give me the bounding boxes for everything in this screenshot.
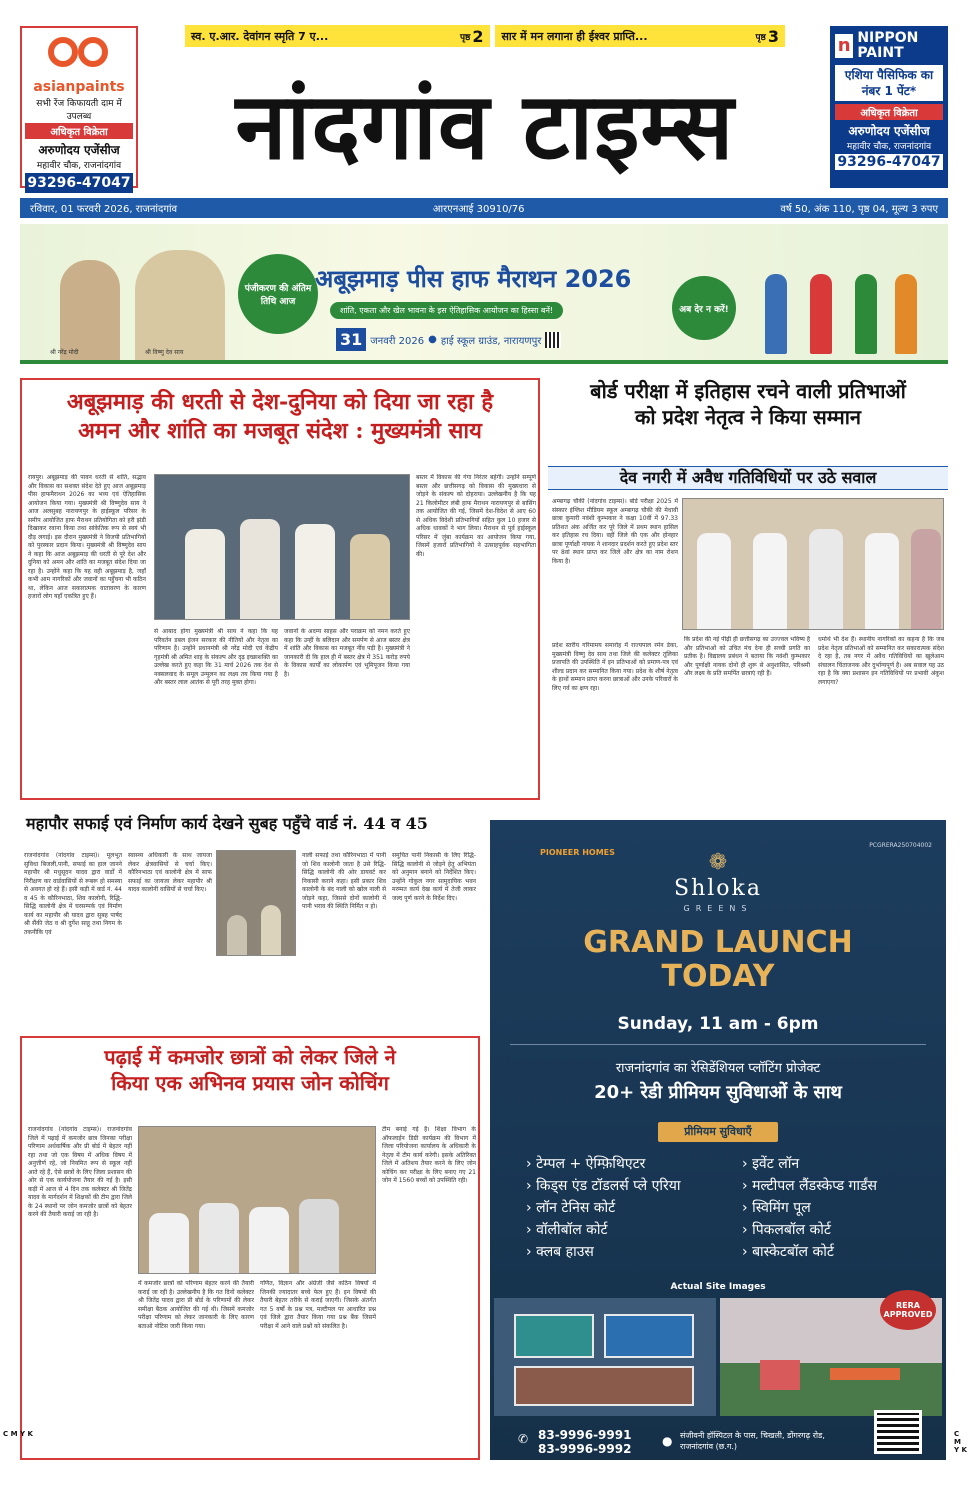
ad-address: महावीर चौक, राजनांदगांव <box>36 161 122 171</box>
nippon-logo-icon: n <box>835 34 853 58</box>
marathon-banner-ad[interactable] <box>20 224 948 364</box>
shloka-greens-ad[interactable] <box>490 820 946 1460</box>
story-zone-coaching <box>20 1036 480 1460</box>
story-2-subhead[interactable]: देव नगरी में अवैध गतिविधियों पर उठे सवाल <box>548 466 948 490</box>
caption-right: श्री विष्णु देव साय <box>145 349 184 356</box>
launch-line-1: GRAND LAUNCH <box>583 925 853 960</box>
banner-title: अबूझमाड़ पीस हाफ मैराथन 2026 <box>315 265 632 293</box>
phone-1[interactable]: 83-9996-9991 <box>538 1428 632 1442</box>
runner-3 <box>855 274 877 354</box>
story-cm-sai <box>20 378 540 800</box>
story-1-headline[interactable] <box>22 388 538 445</box>
divider <box>510 1044 926 1045</box>
brand-name: Shloka <box>674 876 762 901</box>
amenity-left-5: › क्लब हाउस <box>526 1244 594 1260</box>
amenity-label: स्विमिंग पूल <box>752 1200 811 1216</box>
teaser-2-page-label: पृष्ठ <box>755 32 766 43</box>
teaser-1-text: स्व. ए.आर. देवांगन स्मृति 7 ए... <box>191 29 329 43</box>
teaser-2[interactable] <box>495 25 785 47</box>
ad-phone: 93296-47047 <box>835 154 943 170</box>
story-1-col-2: बस्तर में विकास की गंगा निरंतर बहेगी। उन्होंने सम्पूर्ण बस्तर और छत्तीसगढ़ को विकास की मुख्यधारा से जोड़ने के संकल्प को दोहराया। उल्लेखनीय है कि यह 21 किलोमीटर लंबी हाफ मैराथन नारायणपुर से बासिंग तक आयोजित की गई, जिसमें देश-विदेश से आए 60 से अधिक विदेशी प्रतिभागियों सहित कुल 10 हजार से अधिक धावकों ने भाग लिया। मैराथन से पूर्व हाईस्कूल परिसर में जुंबा कार्यक्रम का आयोजन किया गया, जिसमें हजारों प्रतिभागियों ने उत्साहपूर्वक सहभागिता की। <box>416 474 536 558</box>
story-4-col-4: टीम बनाई गई है। शिक्षा विभाग के ऑफलाईन डिग्री कार्यक्रम की विभाग में जिला परियोजना कार्यालय के अधिकारी के नेतृत्व में टीम कार्य करेगी। इसके अतिरिक्त जिले में अतिशय तैयार करने के लिए जोन कोचिंग कर परीक्षा के लिए बनाए गए 21 जोन में 1560 बच्चों को उपस्थिति रही। <box>382 1126 476 1184</box>
amenity-right-5: › बास्केटबॉल कोर्ट <box>742 1244 834 1260</box>
brand-sub: GREENS <box>683 904 753 913</box>
site-images-label: Actual Site Images <box>670 1282 766 1292</box>
ad-dealer: अरुणोदय एजेंसीज <box>848 124 930 138</box>
launch-time: Sunday, 11 am - 6pm <box>617 1014 819 1034</box>
launch-headline <box>490 926 946 994</box>
teaser-2-text: सार में मन लगाना ही ईश्वर प्राप्ति... <box>501 29 648 43</box>
ad-tag: अधिकृत विक्रेता <box>835 104 943 120</box>
amenity-label: मल्टीपल लैंडस्केप्ड गार्डंस <box>752 1178 878 1194</box>
location-icon: ● <box>428 334 437 345</box>
leader-photo-1 <box>60 260 120 360</box>
ad-brand: NIPPON PAINT <box>857 30 919 61</box>
asianpaints-ad[interactable] <box>20 26 138 191</box>
teaser-1[interactable] <box>185 25 490 47</box>
phone-icon: ✆ <box>518 1432 529 1446</box>
story-3-headline[interactable]: महापौर सफाई एवं निर्माण कार्य देखने सुबह पहुँचे वार्ड नं. 44 व 45 <box>26 814 428 833</box>
story-1-headline-line-1: अबूझमाड़ की धरती से देश-दुनिया को दिया जा रहा है <box>66 389 494 415</box>
dateline-rni: आरएनआई 30910/76 <box>432 204 525 215</box>
ad-address: महावीर चौक, राजनांदगांव <box>846 142 932 152</box>
amenity-label: किड्स एंड टॉडलर्स प्ले एरिया <box>536 1178 681 1194</box>
highlight-line: 20+ रेडी प्रीमियम सुविधाओं के साथ <box>594 1082 842 1103</box>
phone-2[interactable]: 83-9996-9992 <box>538 1442 632 1456</box>
story-2-col-3: कि प्रदेश की नई पीढ़ी ही छत्तीसगढ़ का उज्ज्वल भविष्य है और प्रतिभाओं को उचित मंच देना ही सच्ची प्रगति का प्रतीक है। विद्यालय प्रबंधन ने बताया कि नवंशी कुम्भकार और पूर्णाक्षी नायक दोनों ही शुरू से अनुशासित, परिश्रमी और लक्ष्य के प्रति समर्पित छात्राएं रही हैं। <box>684 636 810 677</box>
story-4-col-1: राजनांदगांव (नांदगांव टाइम्स)। राजनांदगांव जिले में पढ़ाई में कमजोर छात्र जिनका परीक्षा परिणाम अर्धवार्षिक और प्री बोर्ड में बेहतर नहीं रहा तथा जो एक विषय में अधिक विषय में अनुत्तीर्ण रहे, जो नियमित रूप से स्कूल नहीं आते रहे हैं, ऐसे छात्रों के लिए जिला प्रशासन की ओर से एक कार्ययोजना तैयार की गई है। इसी कड़ी में आज से 4 दिन तक कलेक्टर श्री जितेंद्र यादव के मार्गदर्शन में शिक्षकों की टीम द्वारा जिले के 24 स्थानों पर जोन कमजोर छात्रों को बेहतर करने की तैयारी कराई जा रही है। <box>28 1126 132 1218</box>
cmyk-marker-left: C M Y K <box>3 1430 33 1438</box>
asianpaints-logo-icon <box>44 31 114 79</box>
registration-circle: पंजीकरण की अंतिम तिथि आज <box>238 254 318 334</box>
story-2-col-2: प्रदेश स्तरीय गरिमामय समारोह में राज्यपाल रमेन डेका, मुख्यमंत्री विष्णु देव साय तथा जिले की कलेक्टर तूलिका प्रजापति की उपस्थिति में इन प्रतिभाओं को प्रमाण-पत्र एवं शील्ड प्रदान कर सम्मानित किया गया। प्रदेश के शीर्ष नेतृत्व के हाथों सम्मान प्राप्त करना छात्राओं और उनके परिवारों के लिए गर्व का क्षण रहा। <box>552 642 678 692</box>
cta-circle[interactable]: अब देर न करें! <box>672 276 736 340</box>
location-pin-icon: ● <box>662 1434 673 1448</box>
story-3-col-4: समुचित पानी निकासी के लिए रिद्धि-सिद्धि कालोनी से जोड़ने हेतु अभियंता को अनुमान बनाने को निर्देशित किए। उन्होंने गोकुल नगर सामुदायिक भवन मरम्मत कार्य देख कार्य में तेजी लाकर जल्द पूर्ण करने के निर्देश दिए। <box>392 852 476 902</box>
banner-date <box>336 328 561 351</box>
amenity-label: वॉलीबॉल कोर्ट <box>536 1222 608 1238</box>
ad-line: सभी रेंज किफायती दाम में उपलब्ध <box>36 99 122 122</box>
story-2-headline-line-2: को प्रदेश नेतृत्व ने किया सम्मान <box>634 405 862 429</box>
story-2-col-4: धर्मार्थ भी देश हैं। स्थानीय नागरिकों का कहना है कि जब प्रदेश नेतृत्व प्रतिभाओं को सम्मानित कर सकारात्मक संदेश दे रहा है, तब नगर में अवैध गतिविधियों का खुलेआम संचालन चिंताजनक और दुर्भाग्यपूर्ण है। अब सवाल यह उठ रहा है कि क्या प्रशासन इन गतिविधियों पर प्रभावी अंकुश लगाएगा? <box>818 636 944 686</box>
story-4-headline-line-1: पढ़ाई में कमजोर छात्रों को लेकर जिले ने <box>104 1045 396 1069</box>
story-2-headline-line-1: बोर्ड परीक्षा में इतिहास रचने वाली प्रतिभाओं <box>590 379 906 403</box>
masthead-title: नांदगांव टाइम्स <box>235 71 735 180</box>
story-1-photo <box>154 474 410 620</box>
developer-logo: PIONEER HOMES <box>540 848 615 857</box>
qr-icon <box>545 332 561 348</box>
site-image-courts <box>494 1298 716 1416</box>
amenity-left-2: › किड्स एंड टॉडलर्स प्ले एरिया <box>526 1178 681 1194</box>
ad-phone: 93296-47047 <box>25 173 133 193</box>
rera-number: PCGRERA250704002 <box>869 842 932 849</box>
teaser-1-page: 2 <box>472 26 484 46</box>
amenity-label: टेम्पल + ऐम्फ़िथिएटर <box>536 1156 646 1172</box>
dateline-date: रविवार, 01 फरवरी 2026, राजनांदगांव <box>30 204 178 215</box>
amenity-right-1: › इवेंट लॉन <box>742 1156 800 1172</box>
cmyk-marker-right: C M Y K <box>954 1430 967 1454</box>
dateline-issue: वर्ष 50, अंक 110, पृष्ठ 04, मूल्य 3 रुपए <box>780 204 938 215</box>
project-line: राजनांदगांव का रेसिडेंशियल प्लॉटिंग प्रोजेक्ट <box>615 1061 821 1076</box>
ad-brand: asianpaints <box>33 79 125 95</box>
runner-2 <box>810 274 832 354</box>
ad-address: संजीवनी हॉस्पिटल के पास, चिखली, डोंगरगढ़ रोड, राजनांदगांव (छ.ग.) <box>680 1431 825 1451</box>
amenity-right-3: › स्विमिंग पूल <box>742 1200 811 1216</box>
story-3-col-1: राजनांदगांव (नांदगांव टाइम्स)। मूलभूत सुविधा बिजली,पानी, सफाई का हाल जानने महापौर श्री मधुसूदन यादव द्वारा वार्डों में निरीक्षण कर वार्डवासियों से रूबरू हो समस्या से अवगत हो रहे हैं। इसी कड़ी में वार्ड नं. 44 व 45 के कौरिनभाठा, शिव कालोनी, रिद्धि-सिद्धि कालोनी क्षेत्र में घरसम्पर्क एवं निर्माण कार्य का महापौर श्री यादव द्वारा सुबह पार्षद श्री सैंकी जेठ व श्री दुर्गेश साहू तथा निगम के तकनीकि एवं <box>24 852 122 936</box>
amenity-label: इवेंट लॉन <box>752 1156 800 1172</box>
top-teaser-bar <box>185 24 785 48</box>
amenity-right-4: › पिकलबॉल कोर्ट <box>742 1222 831 1238</box>
teaser-2-page: 3 <box>767 26 779 46</box>
amenity-left-1: › टेम्पल + ऐम्फ़िथिएटर <box>526 1156 646 1172</box>
story-4-photo <box>138 1126 376 1274</box>
story-4-col-3: गणित, विज्ञान और अंग्रेजी जैसे कठिन विषयों में जिनकी ज्यादातर बच्चे फेल हुए हैं। इन विषयों की तैयारी बेहतर तरीके से कराई जाएगी। जिसके अंतर्गत गत 5 वर्षों के प्रश्न पत्र, मल्टीपल पर आधारित प्रश्न एवं जिले द्वारा तैयार किया गया प्रश्न बैंक जिसमें परीक्षा में आने वाले प्रश्नों को संकलित है। <box>260 1280 376 1330</box>
runner-4 <box>895 274 917 354</box>
amenity-label: पिकलबॉल कोर्ट <box>752 1222 831 1238</box>
amenities-title: प्रीमियम सुविधाएँ <box>658 1122 778 1142</box>
amenity-label: बास्केटबॉल कोर्ट <box>752 1244 834 1260</box>
ad-dealer: अरुणोदय एजेंसीज <box>38 143 120 157</box>
story-1-col-1: रायपुर। अबूझमाड़ की पावन धरती से शांति, सद्भाव और विकास का सशक्त संदेश देते हुए आज अबूझमाड़ पीस हाफमैराथन 2026 का भव्य एवं ऐतिहासिक आयोजन किया गया। मुख्यमंत्री श्री विष्णुदेव साय ने आज अलसुबह नारायणपुर के हाईस्कूल परिसर के समीप आयोजित हाफ मैराथन प्रतियोगिता को हरी झंडी दिखाकर रवाना किया तथा सांकेतिक रूप से स्वयं भी दौड़ लगाई। इस दौरान मुख्यमंत्री ने विजयी प्रतिभागियों को पुरस्कार प्रदान किया। मुख्यमंत्री श्री विष्णुदेव साय ने कहा कि आज अबूझमाड़ की धरती से पूरे देश और दुनिया को अमन और शांति का मजबूत संदेश दिया जा रहा है। उन्होंने कहा कि यह वही अबूझमाड़ है, जहाँ कभी आम नागरिकों और जवानों का पहुँचना भी कठिन था, लेकिन आज सकारात्मक वातावरण के कारण हजारों लोग यहाँ एकत्रित हुए हैं। <box>28 474 146 600</box>
story-3-col-3: नाली सफाई तथा कौरिनभाठा में पानी जो शिव कालोनी जाता है उसे रिद्धि-सिद्धि कालोनी की ओर डायवर्ट कर निकासी कराने कहा। इसी प्रकार शिव कालोनी के बंद नाली को खोल नाली से जोड़ने कहा, जिससे दोनों कालोनी में पानी भराव की स्थिति निर्मित न हो। <box>302 852 386 910</box>
runner-1 <box>765 274 787 354</box>
caption-left: श्री नरेंद्र मोदी <box>50 349 79 356</box>
story-1-col-4: जवानों के अदम्य साहस और पराक्रम को नमन करते हुए कहा कि उन्हीं के बलिदान और समर्पण से आज बस्तर क्षेत्र में शांति और विकास का मजबूत नींव पड़ी है। मुख्यमंत्री ने जानकारी दी कि हाल ही में बस्तर क्षेत्र में 351 करोड़ रुपये के विकास कार्यों का लोकार्पण एवं भूमिपूजन किया गया है। <box>284 628 410 678</box>
leader-photo-2 <box>135 250 225 360</box>
leaf-icon: ❁ <box>708 850 728 875</box>
teaser-1-page-label: पृष्ठ <box>459 32 471 43</box>
amenity-right-2: › मल्टीपल लैंडस्केप्ड गार्डंस <box>742 1178 878 1194</box>
launch-line-2: TODAY <box>661 959 775 994</box>
date-month: जनवरी 2026 <box>370 335 425 347</box>
story-2-headline[interactable] <box>548 378 948 430</box>
story-4-col-2: में कमजोर छात्रों को परिणाम बेहतर करने की तैयारी कराई जा रही है। उल्लेखनीय है कि गत दिनों कलेक्टर श्री जितेंद्र यादव द्वारा प्री बोर्ड के परिणामों की लेकर समीक्षा बैठक आयोजित की गई थी। जिसमें कमजोर परीक्षा परिणाम को लेकर जानकारी के लिए कारण बताओ नोटिस जारी किया गया। <box>138 1280 254 1330</box>
story-1-col-3: से आबाद होगा मुख्यमंत्री श्री साय ने कहा कि यह परिवर्तन डबल इंजन सरकार की नीतियों और नेतृत्व का परिणाम है। उन्होंने प्रधानमंत्री श्री नरेंद्र मोदी एवं केंद्रीय गृहमंत्री श्री अमित शाह के संकल्प और दृढ़ इच्छाशक्ति का उल्लेख करते हुए कहा कि 31 मार्च 2026 तक देश से नक्सलवाद के समूल उन्मूलन का लक्ष्य तय किया गया है और बस्तर लाल आतंक से पूरी तरह मुक्त होगा। <box>154 628 278 686</box>
story-1-headline-line-2: अमन और शांति का मजबूत संदेश : मुख्यमंत्री साय <box>78 417 482 444</box>
story-4-headline[interactable] <box>22 1044 478 1096</box>
amenity-left-3: › लॉन टेनिस कोर्ट <box>526 1200 616 1216</box>
dateline <box>20 198 948 218</box>
banner-tagline: शांति, एकता और खेल भावना के इस ऐतिहासिक आयोजन का हिस्सा बनें! <box>330 302 563 319</box>
amenity-label: लॉन टेनिस कोर्ट <box>536 1200 616 1216</box>
story-3-col-2: स्वास्थ्य अधिकारी के साथ जायजा लेकर क्षेत्रवासियों से चर्चा किए। कौरिनभाठा एवं कालोनी क्षेत्र में साफ सफाई का जायजा लेकर महापौर श्री यादव कालोनी वासियों से चर्चा किए। <box>128 852 212 893</box>
story-board-toppers <box>548 378 948 800</box>
ad-tag: अधिकृत विक्रेता <box>25 123 133 139</box>
story-2-col-1: अम्बागढ़ चौकी (नांदगांव टाइम्स)। बोर्ड परीक्षा 2025 में संस्कार इंग्लिश मीडियम स्कूल अम्बागढ़ चौकी की मेधावी छात्रा कुमारी नवंशी कुम्भकार ने कक्षा 10वीं में 97.33 प्रतिशत अंक अर्जित कर पूरे जिले में प्रथम स्थान हासिल कर इतिहास रच दिया। वहीं जिले की एक और होनहार छात्रा पूर्णाक्षी नायक ने शानदार प्रदर्शन करते हुए प्रदेश स्तर पर 8वां स्थान प्राप्त कर जिले और क्षेत्र का नाम रोशन किया है। <box>552 498 678 565</box>
story-2-photo <box>682 498 944 630</box>
venue: हाई स्कूल ग्राउंड, नारायणपुर <box>440 335 542 347</box>
amenity-label: क्लब हाउस <box>536 1244 594 1260</box>
amenity-left-4: › वॉलीबॉल कोर्ट <box>526 1222 608 1238</box>
nippon-ad[interactable] <box>830 26 948 188</box>
approved-badge: RERA APPROVED <box>880 1290 936 1330</box>
story-3-photo <box>216 850 296 956</box>
story-mayor-wards <box>20 814 480 1024</box>
qr-code-icon <box>874 1410 922 1454</box>
ad-line: एशिया पैसिफिक का नंबर 1 पेंट* <box>835 65 943 101</box>
date-num: 31 <box>336 328 366 351</box>
story-4-headline-line-2: किया एक अभिनव प्रयास जोन कोचिंग <box>111 1071 389 1095</box>
